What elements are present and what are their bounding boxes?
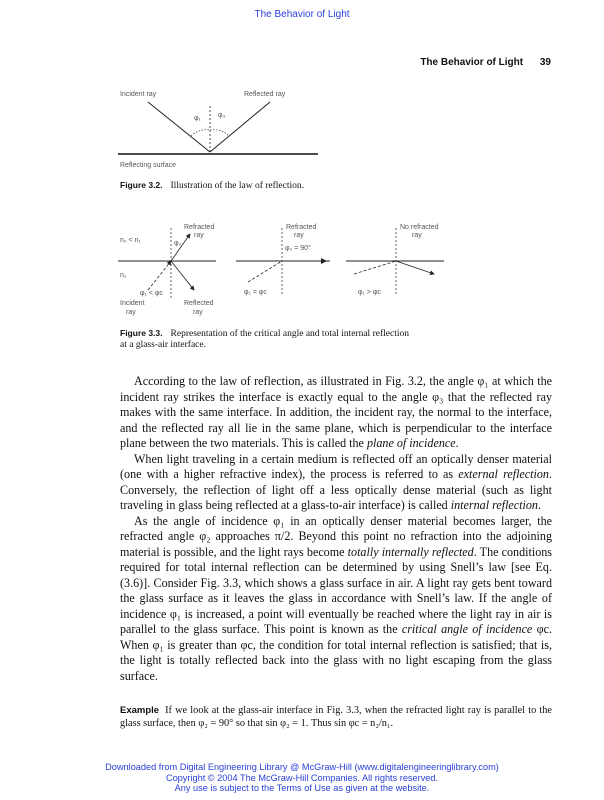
footer-line-1[interactable]: Downloaded from Digital Engineering Library @ McGraw-Hill (www.digitalengineeringlibrary.com) <box>105 762 499 772</box>
figure-3-3-caption-line2: at a glass-air interface. <box>120 340 206 350</box>
footer-line-2: Copyright © 2004 The McGraw-Hill Companies. All rights reserved. <box>165 772 439 783</box>
phi1-label: φ₁ <box>194 115 201 122</box>
p1-text: According to the law of reflection, as illustrated in Fig. 3.2, the angle φ₁ at which the incident ray strikes the interface is exactly equal to the angle φ₃ that the reflected ray makes with the same interface. In addition, the incident ray, the normal to the interface, and the reflected ray all lie in the same plane, which is perpendicular to the interface plane between the two materials. This is called the <box>120 374 552 450</box>
panel-a-refracted-label-2: ray <box>194 232 204 239</box>
phi3-label: φ₃ <box>218 112 226 119</box>
panel-a-incident-1: Incident <box>120 300 145 307</box>
p2-emphasis-1: external reflection <box>458 467 549 481</box>
body-text <box>120 374 552 684</box>
angle-arc-phi3 <box>210 130 229 136</box>
panel-c-incident-ray <box>354 261 396 274</box>
panel-a-n2-lt-n1: n₂ < n₁ <box>120 237 141 244</box>
panel-c-label-2: ray <box>412 232 422 239</box>
figure-3-2-caption-text: Illustration of the law of reflection. <box>170 181 304 191</box>
p1-end: . <box>455 436 459 450</box>
panel-a-reflected-ray <box>171 261 194 290</box>
p3-text-b: . The conditions required for total internal reflection can be determined by using Snell’s law [see Eq. (3.6)]. Consider Fig. 3.3, which shows a glass surface in air. A light ray gets bent toward the glass surface as it leaves the glass in accordance with Snell’s law. If the angle of incidence φ₁ is increased, a point will eventually be reached where the light ray in air is parallel to the glass surface. This point is known as the <box>120 544 553 636</box>
p2-end: . <box>537 498 542 512</box>
figure-3-2-number: Figure 3.2. <box>120 180 163 190</box>
paragraph-1 <box>120 374 552 452</box>
p3-emphasis-1: totally internally reflected <box>347 544 474 559</box>
angle-arc-phi1 <box>191 130 210 136</box>
figure-3-3-number: Figure 3.3. <box>120 328 163 338</box>
figure-3-3-diagram <box>118 220 448 320</box>
example-label: Example <box>120 705 160 716</box>
p3-text-a: As the angle of incidence φ₁ in an optically denser material becomes larger, the refracted angle φ₂ approaches π/2. Beyond this point no refraction into the adjoining material is possible, and the light rays become <box>120 513 552 559</box>
p3-text-c: . When φ₁ is greater than φc, the condition for total internal reflection is satisfied; that is, the light is totally reflected back into the glass with no light escaping from the glass surface. <box>120 622 552 683</box>
reflected-ray-label: Reflected ray <box>244 91 286 98</box>
reflecting-surface-label: Reflecting surface <box>120 162 177 169</box>
panel-a-refracted-ray <box>171 234 190 261</box>
running-head <box>420 57 551 68</box>
paragraph-3 <box>120 514 552 685</box>
panel-a-phi2: φ₂ <box>174 240 182 247</box>
p2-mid: . Conversely, the reflection of light off a less optically dense material (such as light traveling in glass being reflected at a glass-to-air interface) is called <box>120 467 553 512</box>
paragraph-2 <box>120 452 552 514</box>
incident-ray-label: Incident ray <box>120 91 157 98</box>
reflected-ray-line <box>210 102 270 152</box>
figure-3-3-caption-line1: Representation of the critical angle and total internal reflection <box>170 329 409 339</box>
p3-phic: φc <box>532 622 549 636</box>
footer-line-3: Any use is subject to the Terms of Use as given at the website. <box>174 783 430 793</box>
panel-c-phi-cond: φ₁ > φc <box>358 289 381 296</box>
example-block <box>120 704 552 730</box>
top-banner: The Behavior of Light <box>254 9 350 20</box>
panel-a-phi-cond: φ₁ < φc <box>140 290 163 297</box>
running-head-title: The Behavior of Light <box>420 57 524 68</box>
panel-b-phi-cond: φ₁ = φc <box>244 289 267 296</box>
panel-b-refracted-label-1: Refracted <box>286 224 317 231</box>
p2-text: When light traveling in a certain medium is reflected off an optically denser material (one with a higher refractive index), the process is referred to as <box>120 451 552 481</box>
page-number: 39 <box>539 57 551 68</box>
panel-b-refracted-label-2: ray <box>294 232 304 239</box>
figure-3-3-caption <box>120 328 409 351</box>
p1-emphasis: plane of incidence <box>366 436 456 450</box>
footer <box>0 762 604 794</box>
panel-a-refracted-label-1: Refracted <box>184 224 215 231</box>
panel-a-reflected-2: ray <box>193 309 203 316</box>
panel-c <box>346 224 444 296</box>
panel-a-incident-ray <box>148 261 171 290</box>
example-text: If we look at the glass-air interface in Fig. 3.3, when the refracted light ray is parallel to the glass surface, then φ₂ = 90° so that sin φ₂ = 1. Thus sin φc = n₂/n₁. <box>120 705 552 729</box>
incident-ray-line <box>148 102 210 152</box>
panel-a-incident-2: ray <box>126 309 136 316</box>
panel-b-incident-ray <box>248 261 282 282</box>
panel-b-phi2-90: φ₂ = 90° <box>285 245 311 252</box>
p2-emphasis-2: internal reflection <box>450 498 538 512</box>
p3-emphasis-2: critical angle of incidence <box>401 622 533 636</box>
panel-c-label-1: No refracted <box>400 224 439 231</box>
panel-c-reflected-ray <box>396 261 434 274</box>
figure-3-2-caption <box>120 180 304 192</box>
panel-a <box>118 224 216 316</box>
figure-3-2-diagram <box>118 84 328 176</box>
panel-a-n1: n₁ <box>120 272 127 279</box>
panel-b <box>236 224 330 296</box>
panel-a-reflected-1: Reflected <box>184 300 214 307</box>
